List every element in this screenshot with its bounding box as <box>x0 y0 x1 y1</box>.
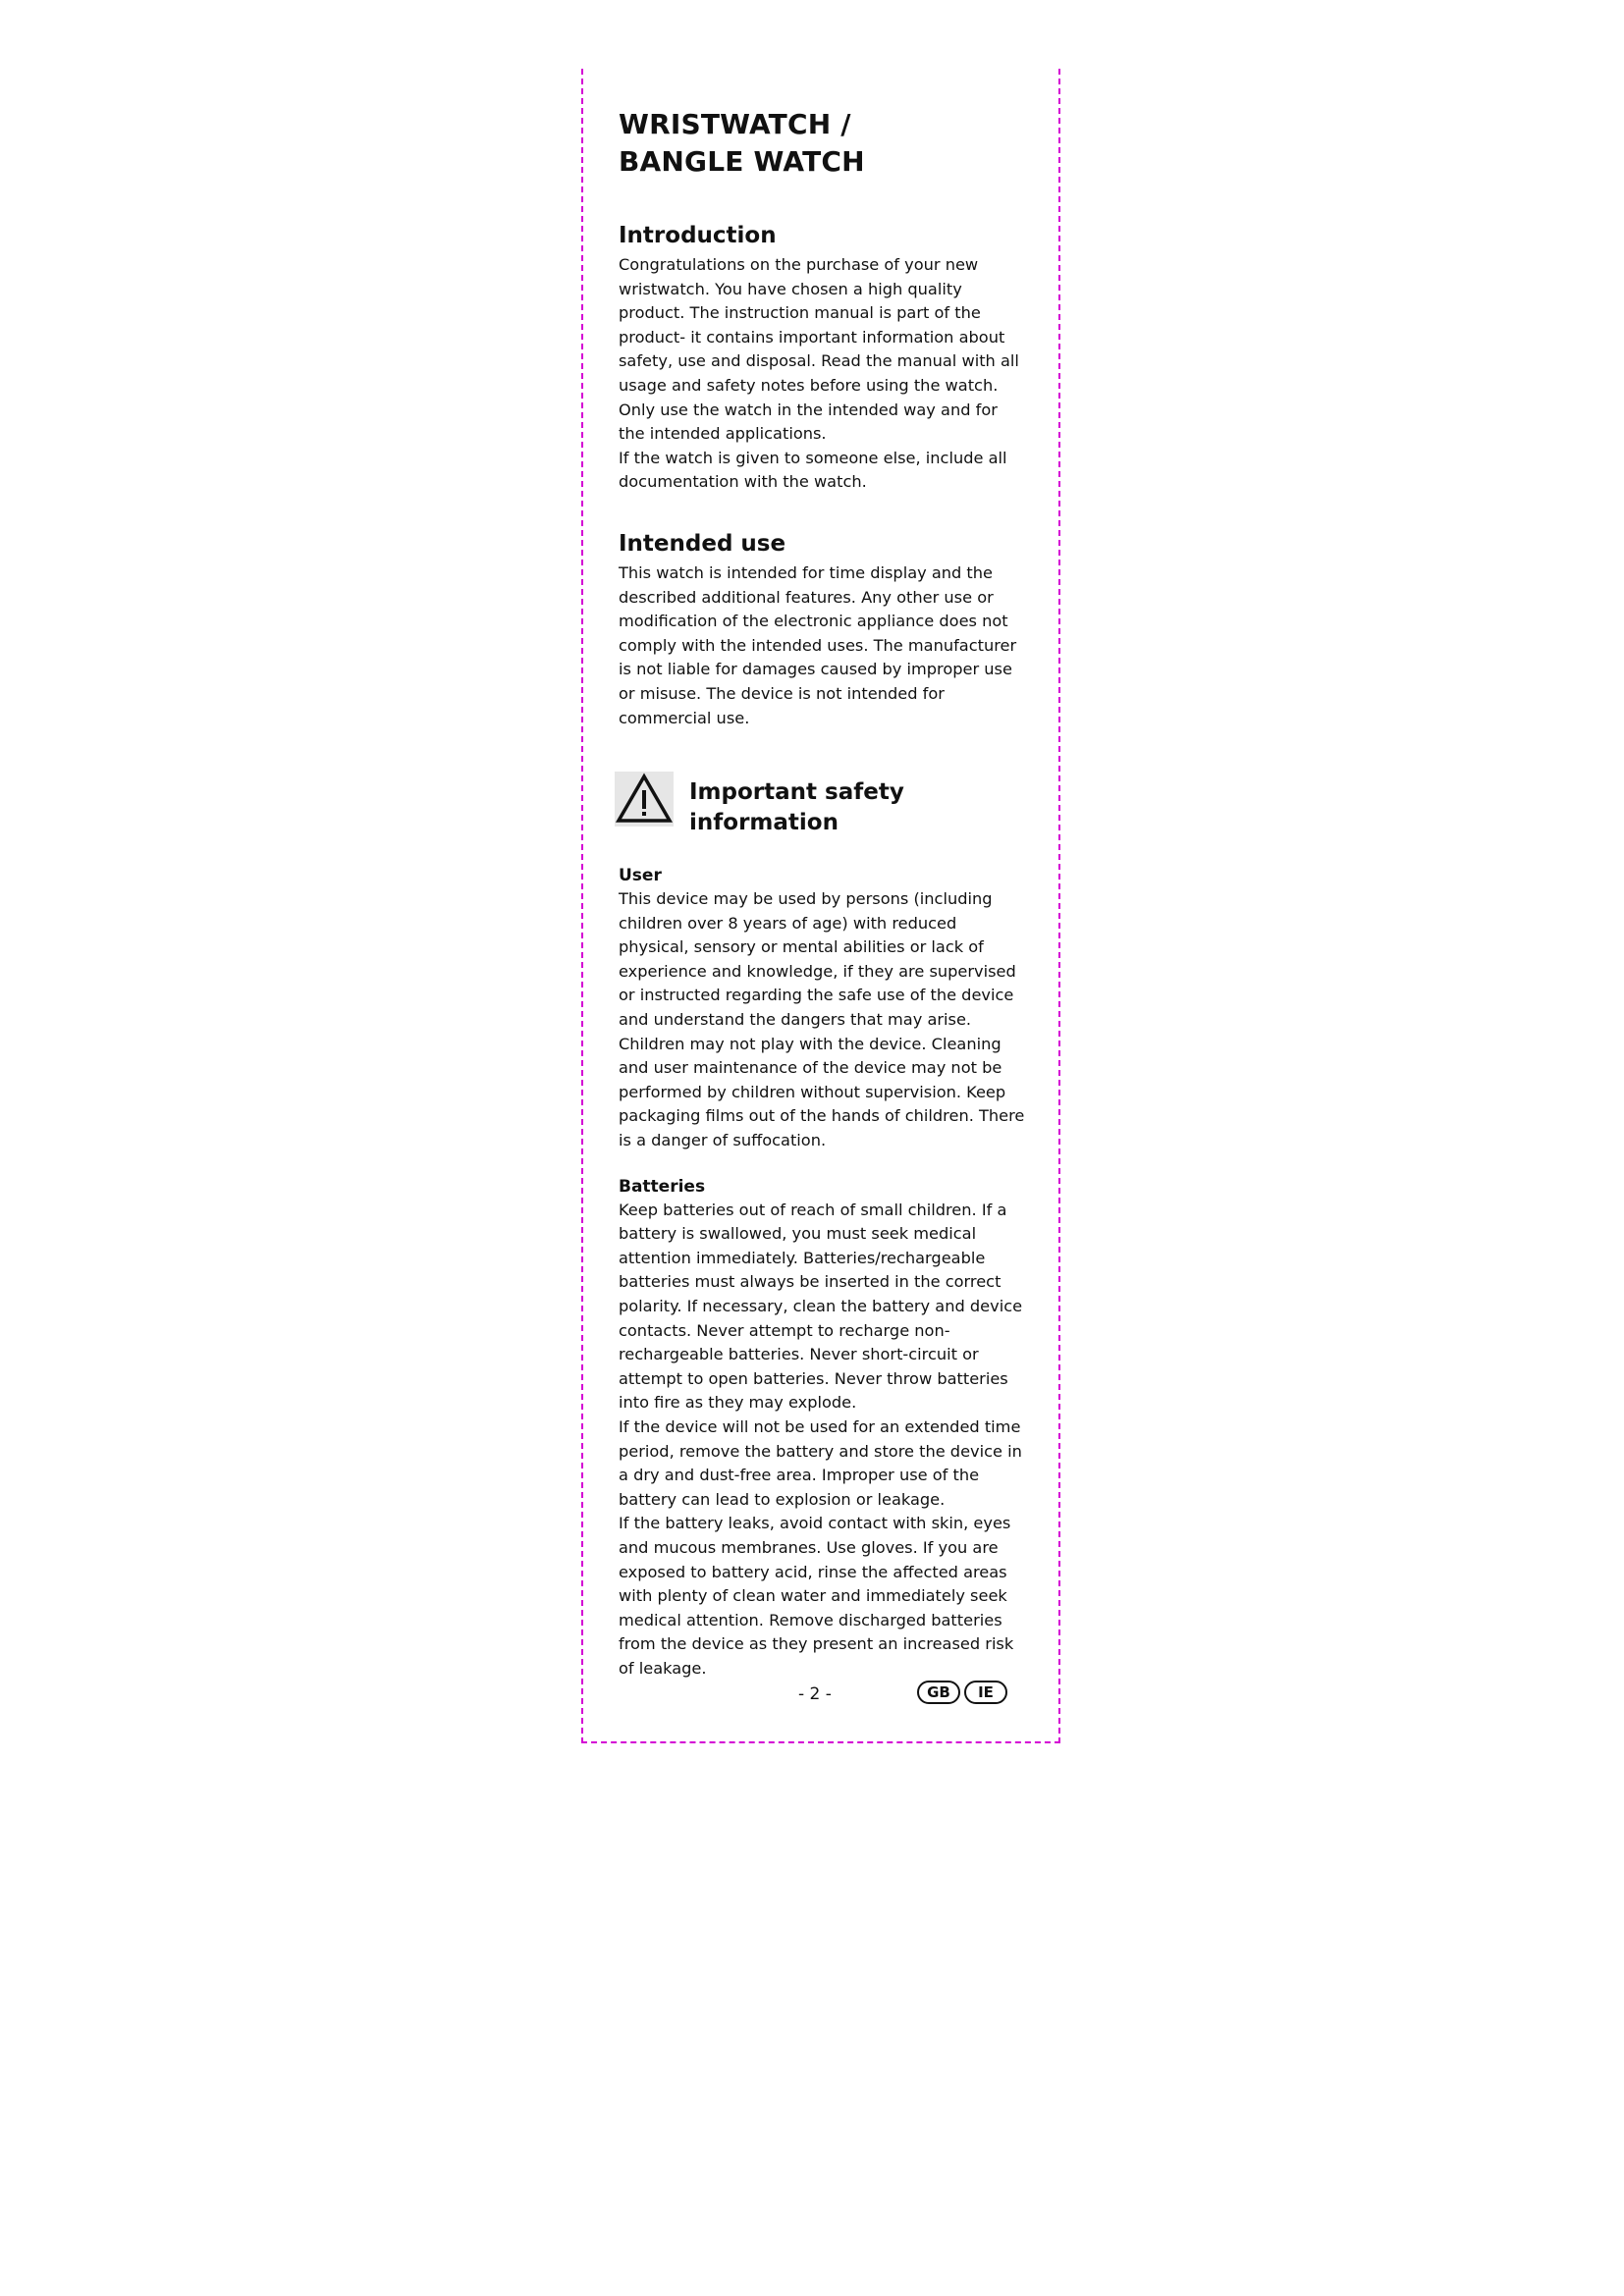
introduction-heading: Introduction <box>619 223 777 248</box>
safety-heading-line1: Important safety <box>689 779 904 806</box>
warning-triangle-icon <box>615 772 674 827</box>
batteries-paragraph-1: Keep batteries out of reach of small children. If a battery is swallowed, you must seek medical attention immediately. Batteries/rechargeable batteries must always be inserted in the correct polarity. If necessary, clean the battery and device contacts. Never attempt to recharge non-rechargeable batteries. Never short-circuit or attempt to open batteries. Never throw batteries into fire as they may explode. <box>619 1200 1023 1413</box>
user-subsection <box>619 864 1026 1153</box>
safety-heading <box>689 777 904 838</box>
page-footer <box>619 1679 1026 1712</box>
user-heading: User <box>619 866 662 886</box>
introduction-paragraph-1: Congratulations on the purchase of your new wristwatch. You have chosen a high quality product. The instruction manual is part of the product- it contains important information about safety, use and disposal. Read the manual with all usage and safety notes before using the watch. Only use the watch in the intended way and for the intended applications. <box>619 255 1019 444</box>
intended-use-paragraph: This watch is intended for time display and the described additional features. Any other use or modification of the electronic appliance does not comply with the intended uses. The manufacturer is not liable for damages caused by improper use or misuse. The device is not intended for commercial use. <box>619 562 1017 727</box>
safety-heading-line2: information <box>689 810 839 836</box>
country-badge-gb: GB <box>917 1681 960 1704</box>
intended-use-heading: Intended use <box>619 530 786 557</box>
document-title-line2: BANGLE WATCH <box>619 145 865 178</box>
country-badge-ie: IE <box>964 1681 1007 1704</box>
page-number: - 2 - <box>798 1684 832 1704</box>
batteries-paragraph-2: If the device will not be used for an extended time period, remove the battery and store the device in a dry and dust-free area. Improper use of the battery can lead to explosion or leakage. <box>619 1416 1022 1509</box>
user-paragraph: This device may be used by persons (including children over 8 years of age) with reduced physical, sensory or mental abilities or lack of experience and knowledge, if they are supervised or instructed regarding the safe use of the device and understand the dangers that may arise. Children may not play with the device. Cleaning and user maintenance of the device may not be performed by children without supervision. Keep packaging films out of the hands of children. There is a danger of suffocation. <box>619 889 1025 1150</box>
safety-header <box>619 772 1026 838</box>
document-title-line1: WRISTWATCH / <box>619 108 851 140</box>
safety-section <box>619 772 1026 1681</box>
manual-page-content <box>619 106 1026 1682</box>
intended-use-section <box>619 530 1026 730</box>
batteries-subsection <box>619 1175 1026 1682</box>
country-badges <box>917 1681 1007 1704</box>
introduction-section <box>619 222 1026 495</box>
batteries-paragraph-3: If the battery leaks, avoid contact with skin, eyes and mucous membranes. Use gloves. If you are exposed to battery acid, rinse the affected areas with plenty of clean water and immediately seek medical attention. Remove discharged batteries from the device as they present an increased risk of leakage. <box>619 1514 1014 1678</box>
introduction-paragraph-2: If the watch is given to someone else, include all documentation with the watch. <box>619 448 1007 492</box>
document-title <box>619 106 1026 181</box>
batteries-heading: Batteries <box>619 1176 706 1197</box>
